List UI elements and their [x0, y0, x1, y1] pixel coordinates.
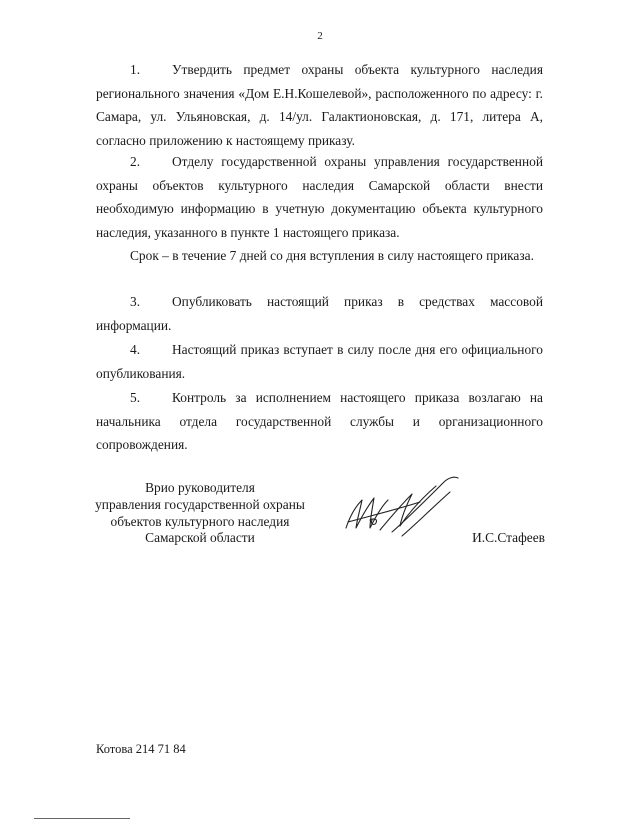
paragraph-4-text: Настоящий приказ вступает в силу после дня его официального опубликования. [96, 342, 543, 381]
paragraph-2-number: 2. [130, 154, 141, 169]
deadline-paragraph: Срок – в течение 7 дней со дня вступления в силу настоящего приказа. [130, 248, 534, 263]
paragraph-5-number: 5. [130, 390, 141, 405]
paragraph-3-text: Опубликовать настоящий приказ в средствах массовой информации. [96, 294, 543, 333]
signatory-title [70, 480, 330, 547]
paragraph-2 [96, 150, 543, 244]
paragraph-5 [96, 386, 543, 457]
footer-divider [34, 818, 130, 819]
paragraph-4-number: 4. [130, 342, 141, 357]
paragraph-1 [96, 58, 543, 152]
signatory-title-line: объектов культурного наследия [110, 513, 290, 529]
executor-contact: Котова 214 71 84 [96, 742, 186, 756]
signatory-title-line: Врио руководителя [145, 480, 255, 495]
signatory-name: И.С.Стафеев [472, 530, 545, 545]
paragraph-3 [96, 290, 543, 337]
paragraph-1-text: Утвердить предмет охраны объекта культурного наследия регионального значения «Дом Е.Н.Кошелевой», расположенного по адресу: г. Самара, ул. Ульяновская, д. 14/ул. Галактионовская, д. 171, литера А, согласно приложению к настоящему приказу. [96, 62, 543, 148]
signatory-title-line: Самарской области [145, 530, 255, 546]
paragraph-2-text: Отделу государственной охраны управления государственной охраны объектов культурного наследия Самарской области внести необходимую информацию в учетную документацию объекта культурного наследия, указанного в пункте 1 настоящего приказа. [96, 154, 543, 240]
page-number: 2 [317, 30, 323, 42]
paragraph-1-number: 1. [130, 62, 141, 77]
paragraph-5-text: Контроль за исполнением настоящего приказа возлагаю на начальника отдела государственной службы и организационного сопровождения. [96, 390, 543, 452]
handwritten-signature [340, 470, 470, 550]
paragraph-4 [96, 338, 543, 385]
paragraph-3-number: 3. [130, 294, 141, 309]
signatory-title-line: управления государственной охраны [95, 496, 305, 512]
